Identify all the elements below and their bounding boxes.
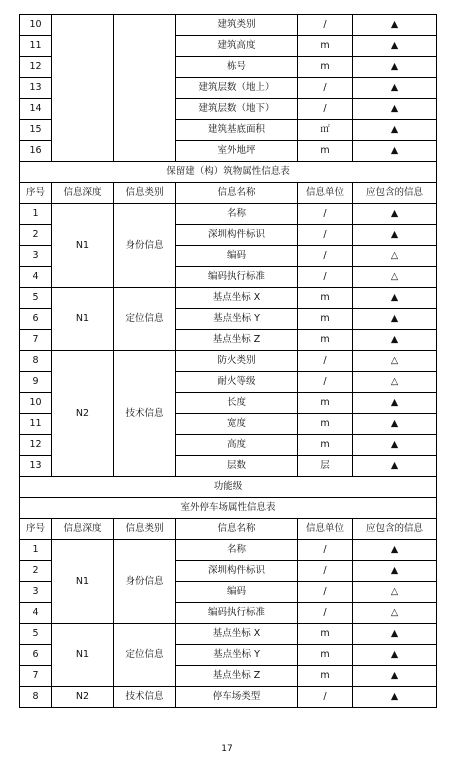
section-title-row xyxy=(20,162,437,183)
category-cell: 定位信息 xyxy=(114,288,176,351)
seq-cell: 2 xyxy=(20,225,52,246)
required-cell: ▲ xyxy=(353,120,437,141)
required-cell: ▲ xyxy=(353,99,437,120)
required-cell: ▲ xyxy=(353,666,437,687)
name-cell: 基点坐标 Z xyxy=(176,330,298,351)
category-cell-empty xyxy=(114,15,176,162)
table-row xyxy=(20,204,437,225)
required-cell: ▲ xyxy=(353,456,437,477)
name-cell: 基点坐标 X xyxy=(176,624,298,645)
unit-cell: / xyxy=(298,351,353,372)
unit-cell: m xyxy=(298,645,353,666)
unit-cell: m xyxy=(298,288,353,309)
header-unit: 信息单位 xyxy=(298,183,353,204)
table-row xyxy=(20,687,437,708)
required-cell: ▲ xyxy=(353,414,437,435)
seq-cell: 7 xyxy=(20,330,52,351)
required-cell: ▲ xyxy=(353,225,437,246)
depth-cell: N2 xyxy=(52,687,114,708)
seq-cell: 1 xyxy=(20,540,52,561)
unit-cell: m xyxy=(298,393,353,414)
name-cell: 名称 xyxy=(176,204,298,225)
seq-cell: 10 xyxy=(20,15,52,36)
seq-cell: 13 xyxy=(20,456,52,477)
seq-cell: 7 xyxy=(20,666,52,687)
page-number: 17 xyxy=(221,744,233,754)
seq-cell: 10 xyxy=(20,393,52,414)
name-cell: 编码 xyxy=(176,582,298,603)
seq-cell: 6 xyxy=(20,645,52,666)
required-cell: ▲ xyxy=(353,78,437,99)
seq-cell: 11 xyxy=(20,36,52,57)
name-cell: 深圳构件标识 xyxy=(176,561,298,582)
unit-cell: / xyxy=(298,15,353,36)
unit-cell: ㎡ xyxy=(298,120,353,141)
seq-cell: 12 xyxy=(20,57,52,78)
seq-cell: 9 xyxy=(20,372,52,393)
header-name: 信息名称 xyxy=(176,183,298,204)
category-cell: 技术信息 xyxy=(114,687,176,708)
unit-cell: m xyxy=(298,141,353,162)
seq-cell: 4 xyxy=(20,603,52,624)
depth-cell: N1 xyxy=(52,204,114,288)
required-cell: △ xyxy=(353,351,437,372)
header-depth: 信息深度 xyxy=(52,519,114,540)
section-title: 室外停车场属性信息表 xyxy=(20,498,437,519)
unit-cell: / xyxy=(298,540,353,561)
required-cell: △ xyxy=(353,246,437,267)
section-title-row xyxy=(20,498,437,519)
unit-cell: / xyxy=(298,582,353,603)
unit-cell: / xyxy=(298,687,353,708)
name-cell: 栋号 xyxy=(176,57,298,78)
required-cell: ▲ xyxy=(353,288,437,309)
seq-cell: 5 xyxy=(20,288,52,309)
header-unit: 信息单位 xyxy=(298,519,353,540)
unit-cell: m xyxy=(298,666,353,687)
required-cell: ▲ xyxy=(353,204,437,225)
name-cell: 建筑基底面积 xyxy=(176,120,298,141)
required-cell: ▲ xyxy=(353,330,437,351)
name-cell: 室外地坪 xyxy=(176,141,298,162)
header-row xyxy=(20,519,437,540)
name-cell: 基点坐标 Y xyxy=(176,645,298,666)
function-level-label: 功能级 xyxy=(20,477,437,498)
required-cell: ▲ xyxy=(353,141,437,162)
name-cell: 建筑类别 xyxy=(176,15,298,36)
header-seq: 序号 xyxy=(20,183,52,204)
unit-cell: / xyxy=(298,225,353,246)
seq-cell: 3 xyxy=(20,582,52,603)
seq-cell: 15 xyxy=(20,120,52,141)
unit-cell: / xyxy=(298,78,353,99)
unit-cell: m xyxy=(298,414,353,435)
category-cell: 身份信息 xyxy=(114,540,176,624)
header-depth: 信息深度 xyxy=(52,183,114,204)
seq-cell: 5 xyxy=(20,624,52,645)
table-row xyxy=(20,15,437,36)
required-cell: ▲ xyxy=(353,561,437,582)
unit-cell: 层 xyxy=(298,456,353,477)
attribute-info-table xyxy=(19,14,437,708)
required-cell: △ xyxy=(353,372,437,393)
seq-cell: 3 xyxy=(20,246,52,267)
unit-cell: / xyxy=(298,561,353,582)
required-cell: △ xyxy=(353,603,437,624)
unit-cell: / xyxy=(298,204,353,225)
unit-cell: / xyxy=(298,246,353,267)
table-row xyxy=(20,624,437,645)
name-cell: 编码执行标准 xyxy=(176,603,298,624)
seq-cell: 12 xyxy=(20,435,52,456)
required-cell: ▲ xyxy=(353,309,437,330)
unit-cell: m xyxy=(298,330,353,351)
header-seq: 序号 xyxy=(20,519,52,540)
depth-cell: N1 xyxy=(52,624,114,687)
seq-cell: 13 xyxy=(20,78,52,99)
unit-cell: / xyxy=(298,99,353,120)
name-cell: 停车场类型 xyxy=(176,687,298,708)
required-cell: ▲ xyxy=(353,36,437,57)
unit-cell: m xyxy=(298,309,353,330)
category-cell: 技术信息 xyxy=(114,351,176,477)
name-cell: 编码 xyxy=(176,246,298,267)
header-required: 应包含的信息 xyxy=(353,519,437,540)
seq-cell: 4 xyxy=(20,267,52,288)
name-cell: 编码执行标准 xyxy=(176,267,298,288)
name-cell: 长度 xyxy=(176,393,298,414)
required-cell: ▲ xyxy=(353,687,437,708)
section-title: 保留建（构）筑物属性信息表 xyxy=(20,162,437,183)
seq-cell: 16 xyxy=(20,141,52,162)
header-category: 信息类别 xyxy=(114,519,176,540)
header-required: 应包含的信息 xyxy=(353,183,437,204)
name-cell: 防火类别 xyxy=(176,351,298,372)
function-level-row xyxy=(20,477,437,498)
table-row xyxy=(20,351,437,372)
depth-cell-empty xyxy=(52,15,114,162)
name-cell: 名称 xyxy=(176,540,298,561)
required-cell: ▲ xyxy=(353,57,437,78)
unit-cell: / xyxy=(298,603,353,624)
category-cell: 定位信息 xyxy=(114,624,176,687)
unit-cell: m xyxy=(298,36,353,57)
seq-cell: 14 xyxy=(20,99,52,120)
depth-cell: N1 xyxy=(52,540,114,624)
seq-cell: 6 xyxy=(20,309,52,330)
table-row xyxy=(20,540,437,561)
seq-cell: 8 xyxy=(20,687,52,708)
unit-cell: m xyxy=(298,624,353,645)
name-cell: 宽度 xyxy=(176,414,298,435)
name-cell: 耐火等级 xyxy=(176,372,298,393)
table-row xyxy=(20,288,437,309)
header-row xyxy=(20,183,437,204)
unit-cell: / xyxy=(298,372,353,393)
name-cell: 层数 xyxy=(176,456,298,477)
header-category: 信息类别 xyxy=(114,183,176,204)
required-cell: △ xyxy=(353,267,437,288)
unit-cell: m xyxy=(298,57,353,78)
seq-cell: 1 xyxy=(20,204,52,225)
required-cell: ▲ xyxy=(353,540,437,561)
unit-cell: m xyxy=(298,435,353,456)
name-cell: 基点坐标 Z xyxy=(176,666,298,687)
header-name: 信息名称 xyxy=(176,519,298,540)
name-cell: 基点坐标 X xyxy=(176,288,298,309)
name-cell: 高度 xyxy=(176,435,298,456)
seq-cell: 8 xyxy=(20,351,52,372)
seq-cell: 11 xyxy=(20,414,52,435)
depth-cell: N2 xyxy=(52,351,114,477)
required-cell: ▲ xyxy=(353,393,437,414)
name-cell: 建筑层数（地上） xyxy=(176,78,298,99)
required-cell: ▲ xyxy=(353,645,437,666)
category-cell: 身份信息 xyxy=(114,204,176,288)
required-cell: ▲ xyxy=(353,15,437,36)
required-cell: ▲ xyxy=(353,624,437,645)
required-cell: △ xyxy=(353,582,437,603)
name-cell: 基点坐标 Y xyxy=(176,309,298,330)
name-cell: 深圳构件标识 xyxy=(176,225,298,246)
name-cell: 建筑层数（地下） xyxy=(176,99,298,120)
depth-cell: N1 xyxy=(52,288,114,351)
unit-cell: / xyxy=(298,267,353,288)
seq-cell: 2 xyxy=(20,561,52,582)
required-cell: ▲ xyxy=(353,435,437,456)
name-cell: 建筑高度 xyxy=(176,36,298,57)
